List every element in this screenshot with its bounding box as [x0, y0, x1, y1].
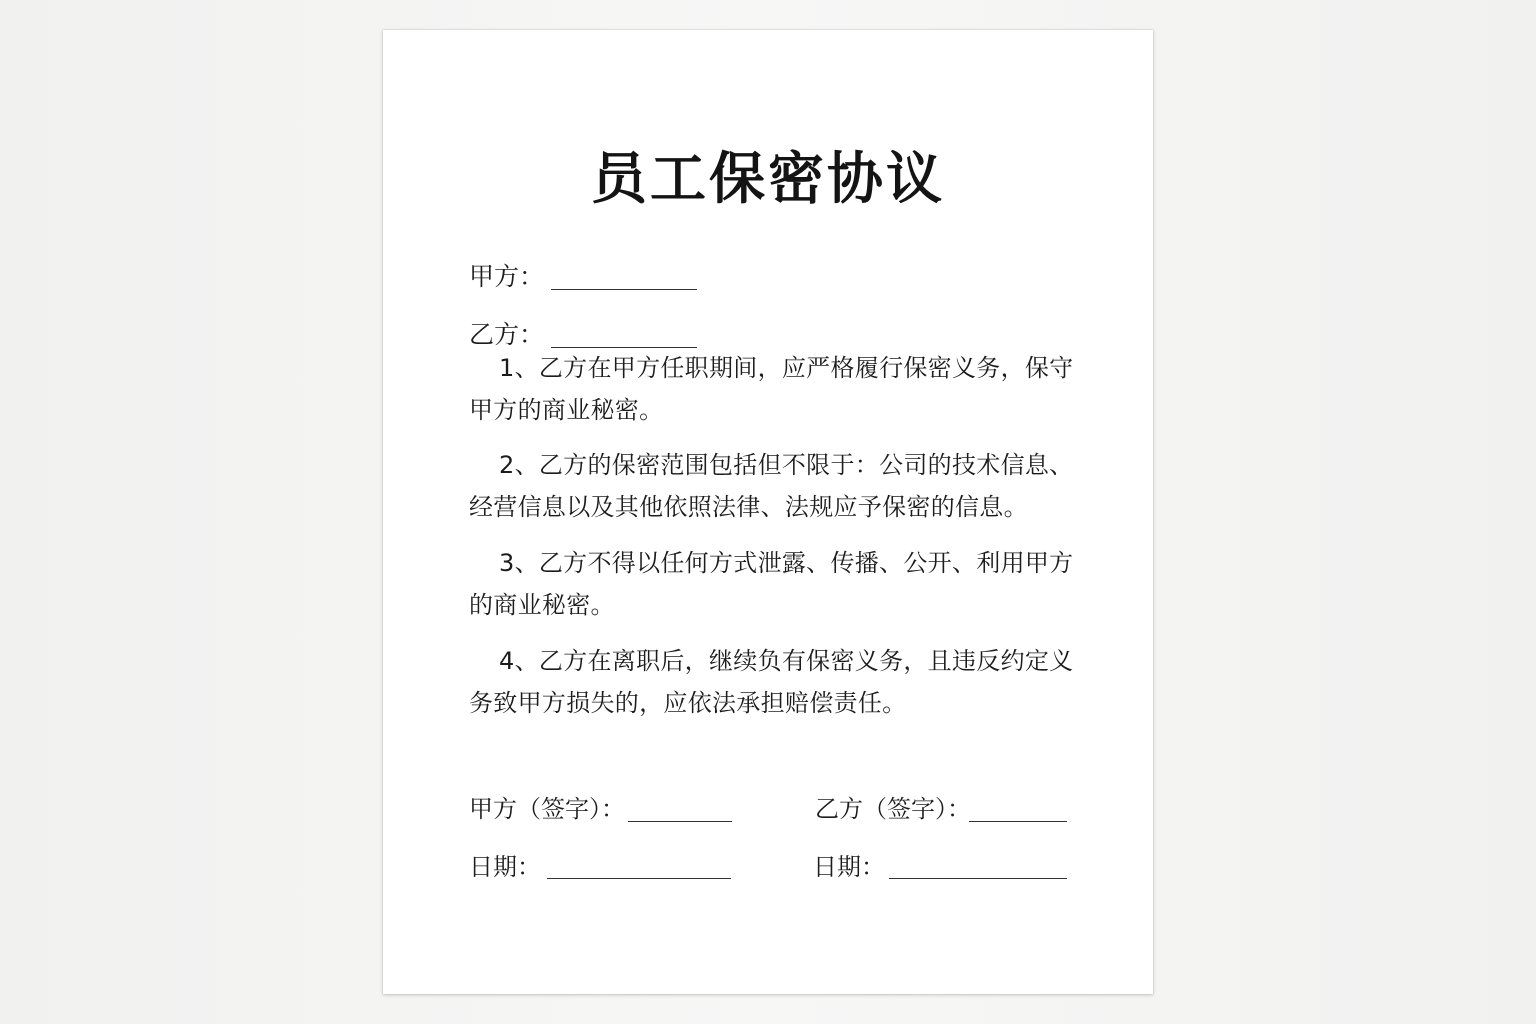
- clause-2: 2、乙方的保密范围包括但不限于：公司的技术信息、经营信息以及其他依照法律、法规应予保密的信息。: [469, 451, 1074, 521]
- party-a-signature-blank[interactable]: [628, 821, 732, 822]
- document-title: 员工保密协议: [591, 147, 945, 212]
- party-b-signature-blank[interactable]: [969, 821, 1067, 822]
- party-a-date-label: 日期：: [469, 853, 541, 881]
- party-b-signature-label: 乙方（签字）：: [815, 795, 971, 823]
- party-a-date-blank[interactable]: [547, 878, 731, 879]
- document-page: [383, 30, 1153, 994]
- party-a-signature-label: 甲方（签字）：: [469, 795, 625, 823]
- clause-1: 1、乙方在甲方任职期间，应严格履行保密义务，保守甲方的商业秘密。: [469, 354, 1074, 424]
- party-a-blank[interactable]: [551, 289, 697, 290]
- clause-3: 3、乙方不得以任何方式泄露、传播、公开、利用甲方的商业秘密。: [469, 549, 1074, 619]
- party-b-date-label: 日期：: [813, 853, 885, 881]
- party-b-date-blank[interactable]: [889, 878, 1067, 879]
- party-a-label: 甲方：: [469, 262, 545, 291]
- party-b-label: 乙方：: [469, 320, 545, 349]
- clause-4: 4、乙方在离职后，继续负有保密义务，且违反约定义务致甲方损失的，应依法承担赔偿责任。: [469, 647, 1074, 717]
